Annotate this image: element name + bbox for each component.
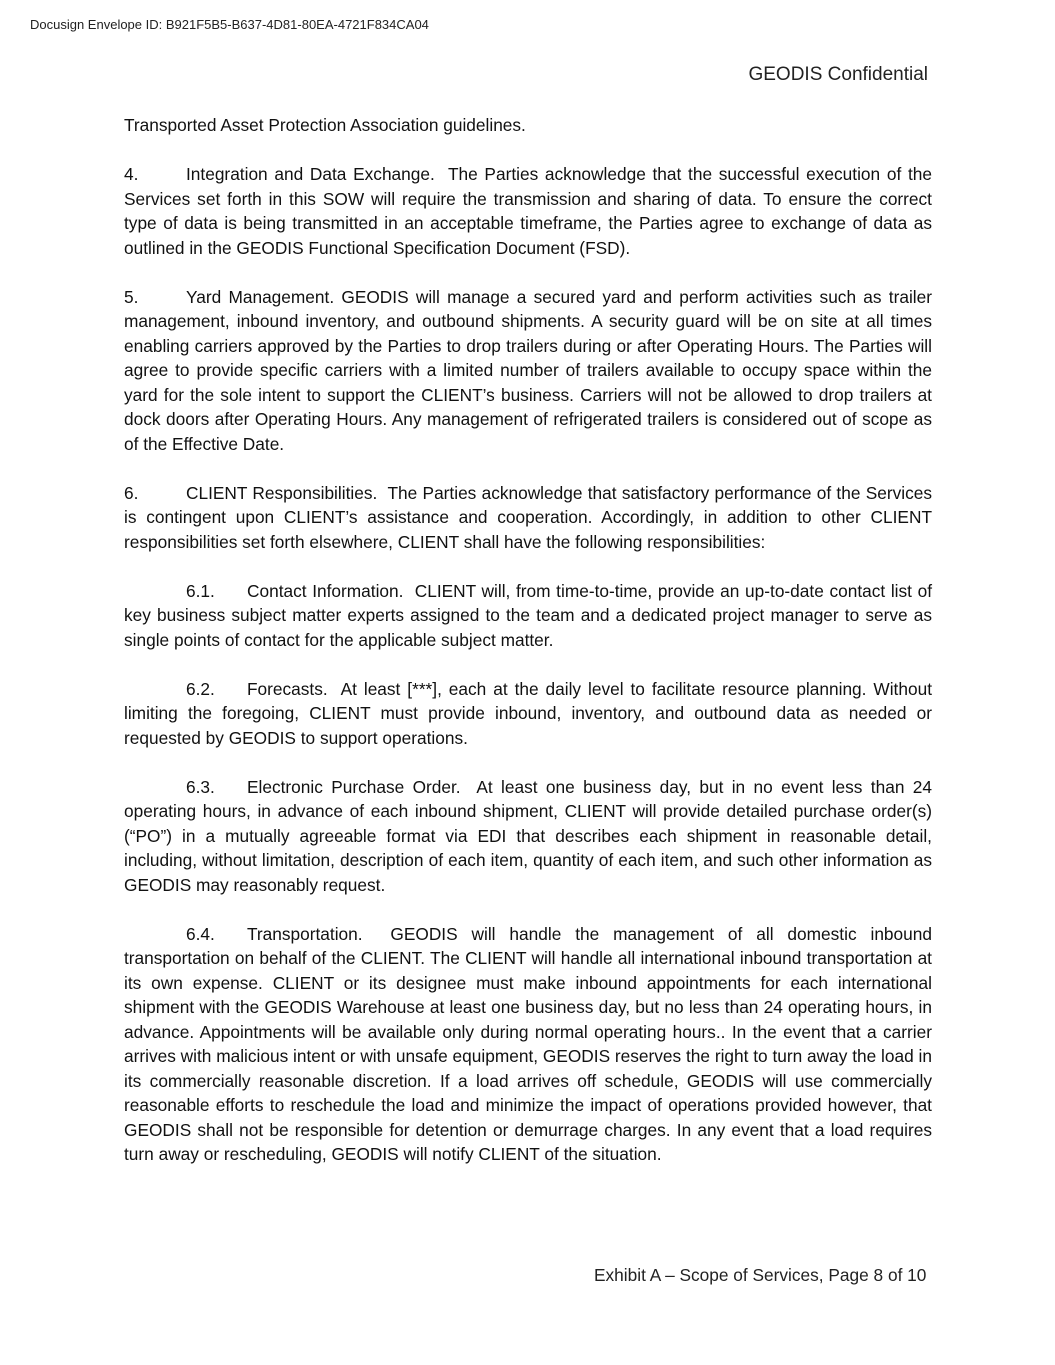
subsection-6-3 (124, 775, 932, 898)
subsection-heading: Contact Information. (247, 580, 404, 601)
section-text: The Parties acknowledge that the successful execution of the Services set forth in this SOW will require the transmission and sharing of data. To ensure the correct type of data is being transmitted in an acceptable timeframe, the Parties agree to exchange of data as outlined in the GEODIS Functional Specification Document (FSD). (124, 164, 933, 258)
subsection-number: 6.3. (186, 776, 215, 797)
subsection-6-2 (124, 677, 932, 751)
section-text: GEODIS will manage a secured yard and perform activities such as trailer management, inbound inventory, and outbound shipments. A security guard will be on site at all times enabling carriers approved by the Parties to drop trailers during or after Operating Hours. The Parties will agree to provide specific carriers with a limited number of trailers available to occupy space within the yard for the sole intent to support the CLIENT’s business. Carriers will not be allowed to drop trailers at dock doors after Operating Hours. Any management of refrigerated trailers is considered out of scope as of the Effective Date. (124, 286, 932, 454)
subsection-heading: Electronic Purchase Order. (247, 776, 461, 797)
section-heading: CLIENT Responsibilities. (186, 482, 378, 503)
subsection-number: 6.4. (186, 923, 215, 944)
subsection-text: GEODIS will handle the management of all domestic inbound transportation on behalf of the CLIENT. The CLIENT will handle all international inbound transportation at its own expense. CLIENT or its designee must make inbound appointments for each international shipment with the GEODIS Warehouse at least one business day, but no less than 24 operating hours, in advance. Appointments will be available only during normal operating hours.. In the event that a carrier arrives with malicious intent or with unsafe equipment, GEODIS reserves the right to turn away the load in its commercially reasonable discretion. If a load arrives off schedule, GEODIS will use commercially reasonable efforts to reschedule the load and minimize the impact of operations provided however, that GEODIS shall not be responsible for detention or demurrage charges. In any event that a load requires turn away or rescheduling, GEODIS will notify CLIENT of the situation. (124, 923, 932, 1164)
section-number: 6. (124, 482, 139, 503)
subsection-heading: Transportation. (247, 923, 363, 944)
envelope-id: Docusign Envelope ID: B921F5B5-B637-4D81-80EA-4721F834CA04 (30, 17, 429, 32)
subsection-6-4 (124, 922, 932, 1167)
section-5 (124, 285, 932, 457)
intro-line: Transported Asset Protection Association guidelines. (124, 115, 526, 135)
subsection-6-1 (124, 579, 932, 653)
page-footer: Exhibit A – Scope of Services, Page 8 of 10 (594, 1265, 927, 1285)
subsection-number: 6.1. (186, 580, 215, 601)
confidential-header: GEODIS Confidential (748, 64, 928, 85)
section-number: 4. (124, 164, 139, 184)
section-number: 5. (124, 286, 139, 307)
subsection-heading: Forecasts. (247, 678, 328, 699)
subsection-number: 6.2. (186, 678, 215, 699)
section-heading: Yard Management. (186, 286, 335, 307)
subsection-text: At least one business day, but in no event less than 24 operating hours, in advance of each inbound shipment, CLIENT will provide detailed purchase order(s) (“PO”) in a mutually agreeable format via EDI that describes each shipment in reasonable detail, including, without limitation, description of each item, quantity of each item, and such other information as GEODIS may reasonably request. (124, 776, 932, 895)
section-text: The Parties acknowledge that satisfactory performance of the Services is contingent upon CLIENT’s assistance and cooperation. Accordingly, in addition to other CLIENT responsibilities set forth elsewhere, CLIENT shall have the following responsibilities: (124, 482, 932, 552)
subsection-text: At least [***], each at the daily level to facilitate resource planning. Without limiting the foregoing, CLIENT must provide inbound, inventory, and outbound data as needed or requested by GEODIS to support operations. (124, 678, 932, 748)
section-heading: Integration and Data Exchange. (186, 164, 435, 184)
section-6 (124, 481, 932, 555)
document-body (124, 113, 932, 1191)
section-4 (124, 162, 932, 260)
subsection-text: CLIENT will, from time-to-time, provide an up-to-date contact list of key business subject matter experts assigned to the team and a dedicated project manager to serve as single points of contact for the applicable subject matter. (124, 580, 932, 650)
